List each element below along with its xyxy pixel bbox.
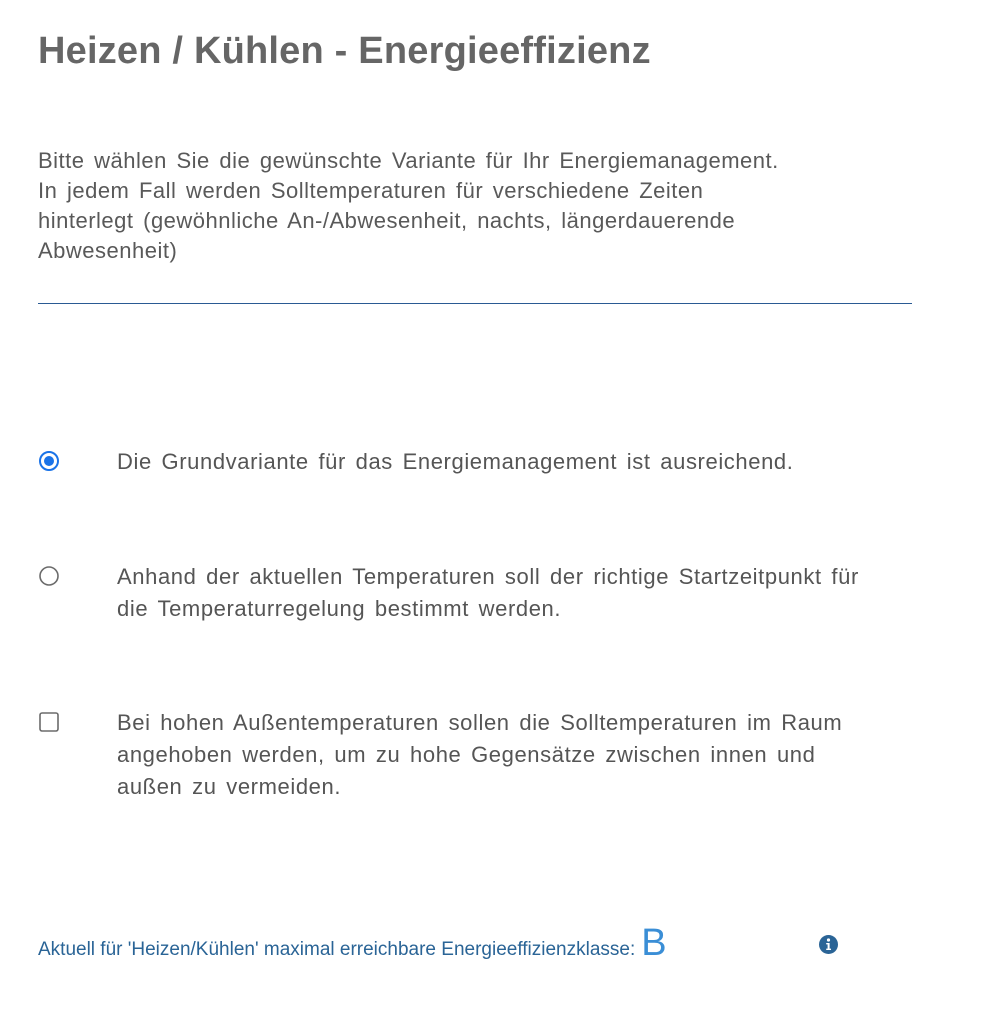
option-label [117,561,987,625]
option-label-line: Die Grundvariante für das Energiemanagement ist ausreichend. [117,449,794,474]
energy-class-label: Aktuell für 'Heizen/Kühlen' maximal erreichbare Energieeffizienzklasse: [38,939,636,960]
intro-line: Abwesenheit) [38,238,178,263]
page-title: Heizen / Kühlen - Energieeffizienz [38,30,651,72]
info-circle-icon[interactable] [818,934,839,955]
option-label [117,707,987,803]
checkbox-aussentemperatur[interactable] [38,711,60,733]
option-label-line: Anhand der aktuellen Temperaturen soll der richtige Startzeitpunkt für [117,564,859,589]
option-label-line: angehoben werden, um zu hohe Gegensätze zwischen innen und [117,742,816,767]
option-label [117,446,987,478]
radio-button-startzeitpunkt[interactable] [38,565,60,587]
intro-line: Bitte wählen Sie die gewünschte Variante für Ihr Energiemanagement. [38,148,779,173]
option-label-line: außen zu vermeiden. [117,774,342,799]
intro-text [38,146,918,266]
intro-line: In jedem Fall werden Solltemperaturen für verschiedene Zeiten [38,178,704,203]
intro-line: hinterlegt (gewöhnliche An-/Abwesenheit, nachts, längerdauerende [38,208,736,233]
energy-class-value: B [641,922,667,964]
energy-class-footer [38,922,667,966]
option-label-line: Bei hohen Außentemperaturen sollen die Solltemperaturen im Raum [117,710,843,735]
option-label-line: die Temperaturregelung bestimmt werden. [117,596,562,621]
radio-button-grundvariante[interactable] [38,450,60,472]
divider [38,303,912,304]
